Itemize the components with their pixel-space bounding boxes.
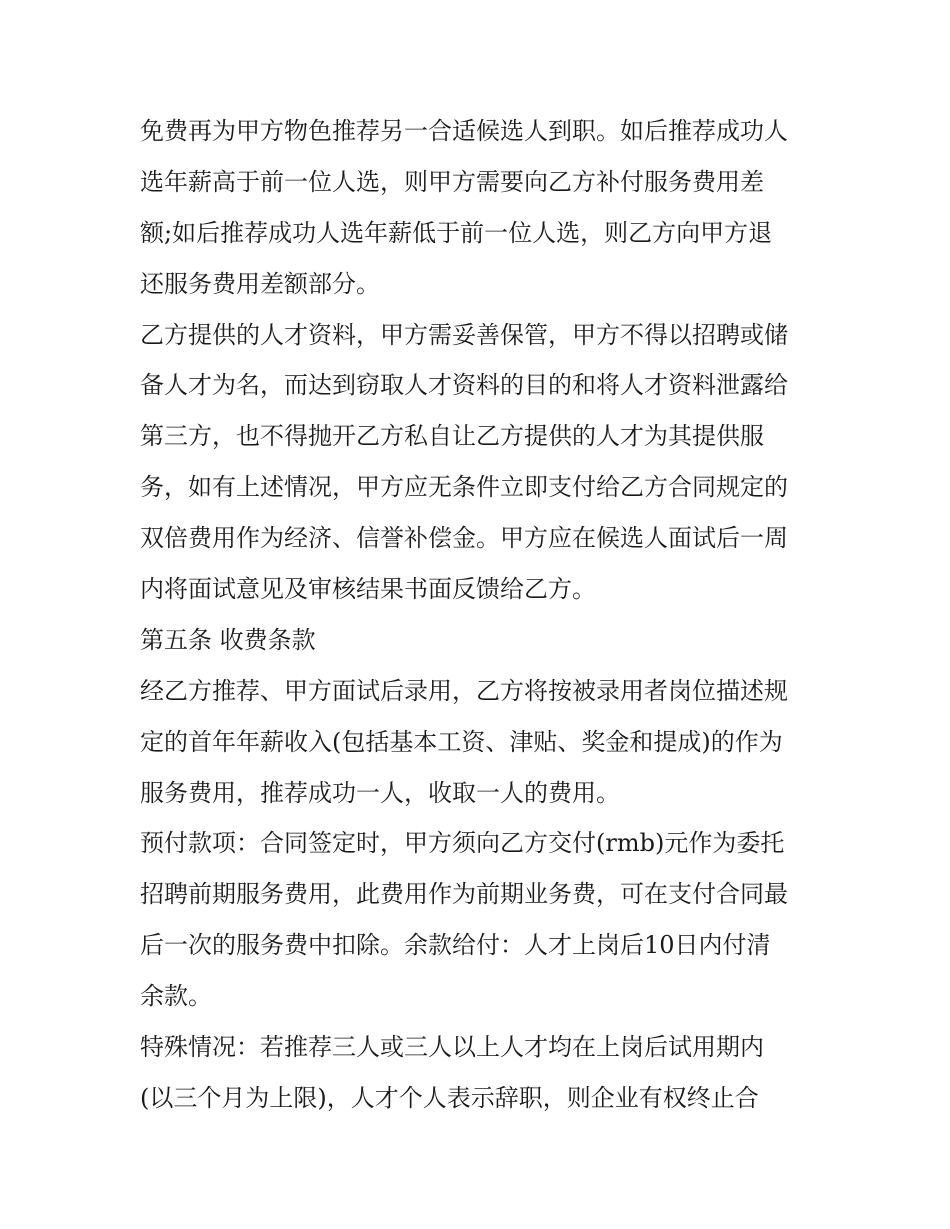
text-line: 还服务费用差额部分。: [140, 269, 380, 298]
text-line: 双倍费用作为经济、信誉补偿金。甲方应在候选人面试后一周: [140, 524, 788, 553]
text-line: 内将面试意见及审核结果书面反馈给乙方。: [140, 575, 596, 604]
document-body: [140, 106, 820, 1124]
text-line: 余款。: [140, 982, 212, 1011]
text-line: 务，如有上述情况，甲方应无条件立即支付给乙方合同规定的: [140, 473, 788, 502]
text-line: 经乙方推荐、甲方面试后录用，乙方将按被录用者岗位描述规: [140, 676, 788, 705]
text-line: 预付款项：合同签定时，甲方须向乙方交付(rmb)元作为委托: [140, 829, 785, 858]
text-line: 选年薪高于前一位人选，则甲方需要向乙方补付服务费用差: [140, 167, 764, 196]
text-line: 第三方，也不得抛开乙方私自让乙方提供的人才为其提供服: [140, 422, 764, 451]
text-line: 免费再为甲方物色推荐另一合适候选人到职。如后推荐成功人: [140, 117, 788, 145]
text-line: 特殊情况：若推荐三人或三人以上人才均在上岗后试用期内: [140, 1033, 764, 1062]
text-line: (以三个月为上限)，人才个人表示辞职，则企业有权终止合: [140, 1083, 759, 1112]
text-line: 乙方提供的人才资料，甲方需妥善保管，甲方不得以招聘或储: [140, 320, 788, 349]
text-line: 备人才为名，而达到窃取人才资料的目的和将人才资料泄露给: [140, 371, 788, 400]
text-line: 后一次的服务费中扣除。余款给付：人才上岗后10日内付清: [140, 931, 771, 960]
text-line: 额;如后推荐成功人选年薪低于前一位人选，则乙方向甲方退: [140, 218, 773, 247]
text-line: 招聘前期服务费用，此费用作为前期业务费，可在支付合同最: [140, 880, 788, 909]
text-line: 服务费用，推荐成功一人，收取一人的费用。: [140, 778, 620, 807]
section-heading: 第五条 收费条款: [140, 625, 316, 654]
text-line: 定的首年年薪收入(包括基本工资、津贴、奖金和提成)的作为: [140, 727, 783, 756]
